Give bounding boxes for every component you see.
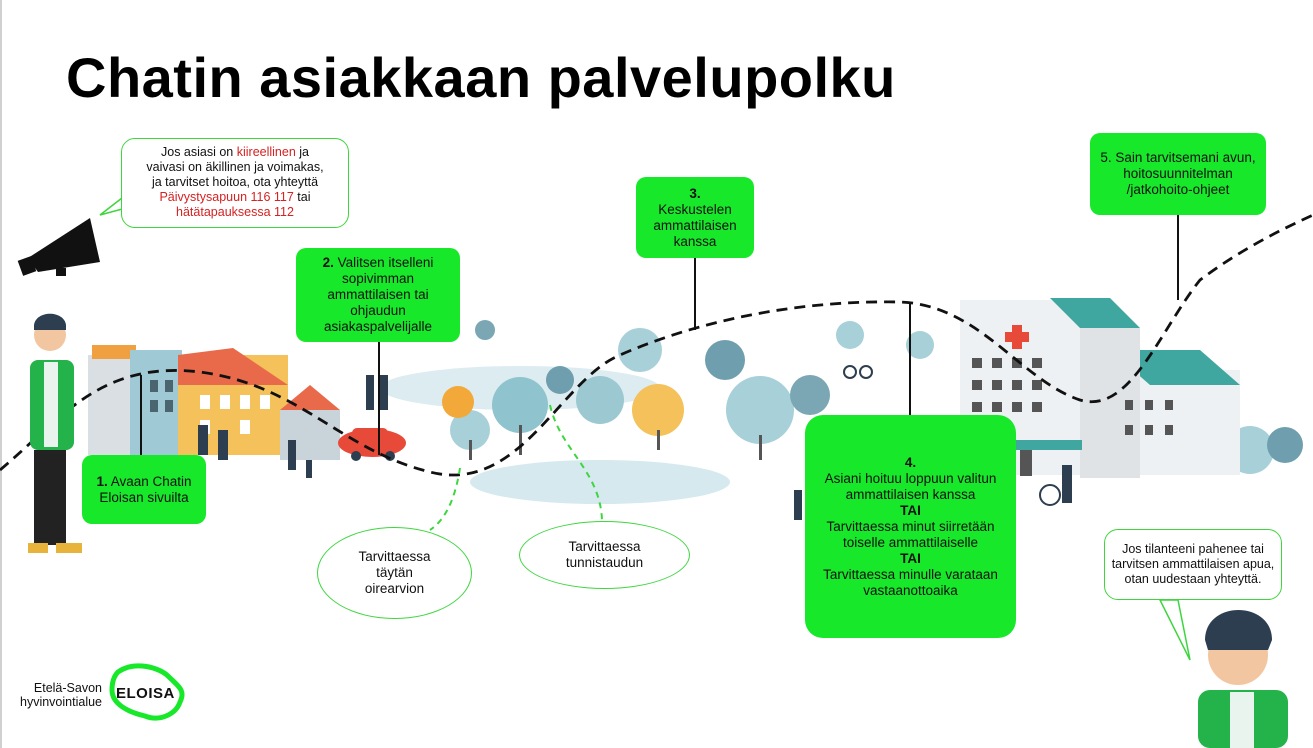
step-3-text: Keskustelen ammattilaisen kanssa xyxy=(653,201,737,249)
step-2-text-a: Valitsen itselleni xyxy=(333,255,434,270)
emergency-text-1a: Jos asiasi on xyxy=(161,145,237,159)
symptom-check-text: Tarvittaessa täytän oirearvion xyxy=(358,549,431,596)
logo-brand: ELOISA xyxy=(116,685,175,702)
logo-text xyxy=(20,681,102,709)
emergency-urgent-text: kiireellinen xyxy=(236,145,296,159)
step-2-number: 2. xyxy=(322,255,334,270)
logo-line-1: Etelä-Savon xyxy=(33,681,102,695)
page-title: Chatin asiakkaan palvelupolku xyxy=(66,46,896,109)
step-5-text: 5. Sain tarvitsemani avun, hoitosuunnitelman /jatkohoito-ohjeet xyxy=(1100,150,1256,197)
step-4-or-2: TAI xyxy=(900,550,921,566)
symptom-check-ellipse xyxy=(317,527,472,619)
left-buildings xyxy=(88,345,340,460)
step-4-box xyxy=(805,415,1016,638)
emergency-number-2: hätätapauksessa 112 xyxy=(176,205,294,219)
step-3-box xyxy=(636,177,754,258)
step-3-number: 3. xyxy=(689,185,701,201)
emergency-text-3: ja tarvitset hoitoa, ota yhteyttä xyxy=(151,175,319,189)
logo-line-2: hyvinvointialue xyxy=(20,695,102,709)
step-4-text-2: Tarvittaessa minut siirretään toiselle ammattilaiselle xyxy=(826,518,995,550)
step-2-text-b: sopivimman ammattilaisen tai ohjaudun asiakaspalvelijalle xyxy=(323,271,433,334)
emergency-text-4b: tai xyxy=(293,190,311,204)
return-text: Jos tilanteeni pahenee tai tarvitsen ammattilaisen apua, otan uudestaan yhteyttä. xyxy=(1111,542,1275,586)
step-4-text-1: Asiani hoituu loppuun valitun ammattilaisen kanssa xyxy=(824,470,997,502)
man-figure-left xyxy=(28,314,82,553)
step-1-text: Avaan Chatin Eloisan sivuilta xyxy=(99,473,192,505)
step-2-box xyxy=(296,248,460,342)
car xyxy=(338,428,406,461)
identify-text: Tarvittaessa tunnistaudun xyxy=(565,539,644,570)
step-4-number: 4. xyxy=(904,454,917,470)
step-1-number: 1. xyxy=(96,473,108,489)
step-4-or-1: TAI xyxy=(900,502,921,518)
emergency-number-1: Päivystysapuun 116 117 xyxy=(159,190,294,204)
return-bubble xyxy=(1104,529,1282,600)
man-figure-right xyxy=(1198,610,1288,748)
identify-ellipse xyxy=(519,521,690,589)
step-1-box xyxy=(82,455,206,524)
step-5-box xyxy=(1090,133,1266,215)
emergency-text-1b: ja xyxy=(295,145,309,159)
megaphone-icon xyxy=(18,218,100,276)
emergency-bubble xyxy=(121,138,349,228)
emergency-text-2: vaivasi on äkillinen ja voimakas, xyxy=(146,160,324,174)
step-4-text-3: Tarvittaessa minulle varataan vastaanottoaika xyxy=(823,566,998,598)
